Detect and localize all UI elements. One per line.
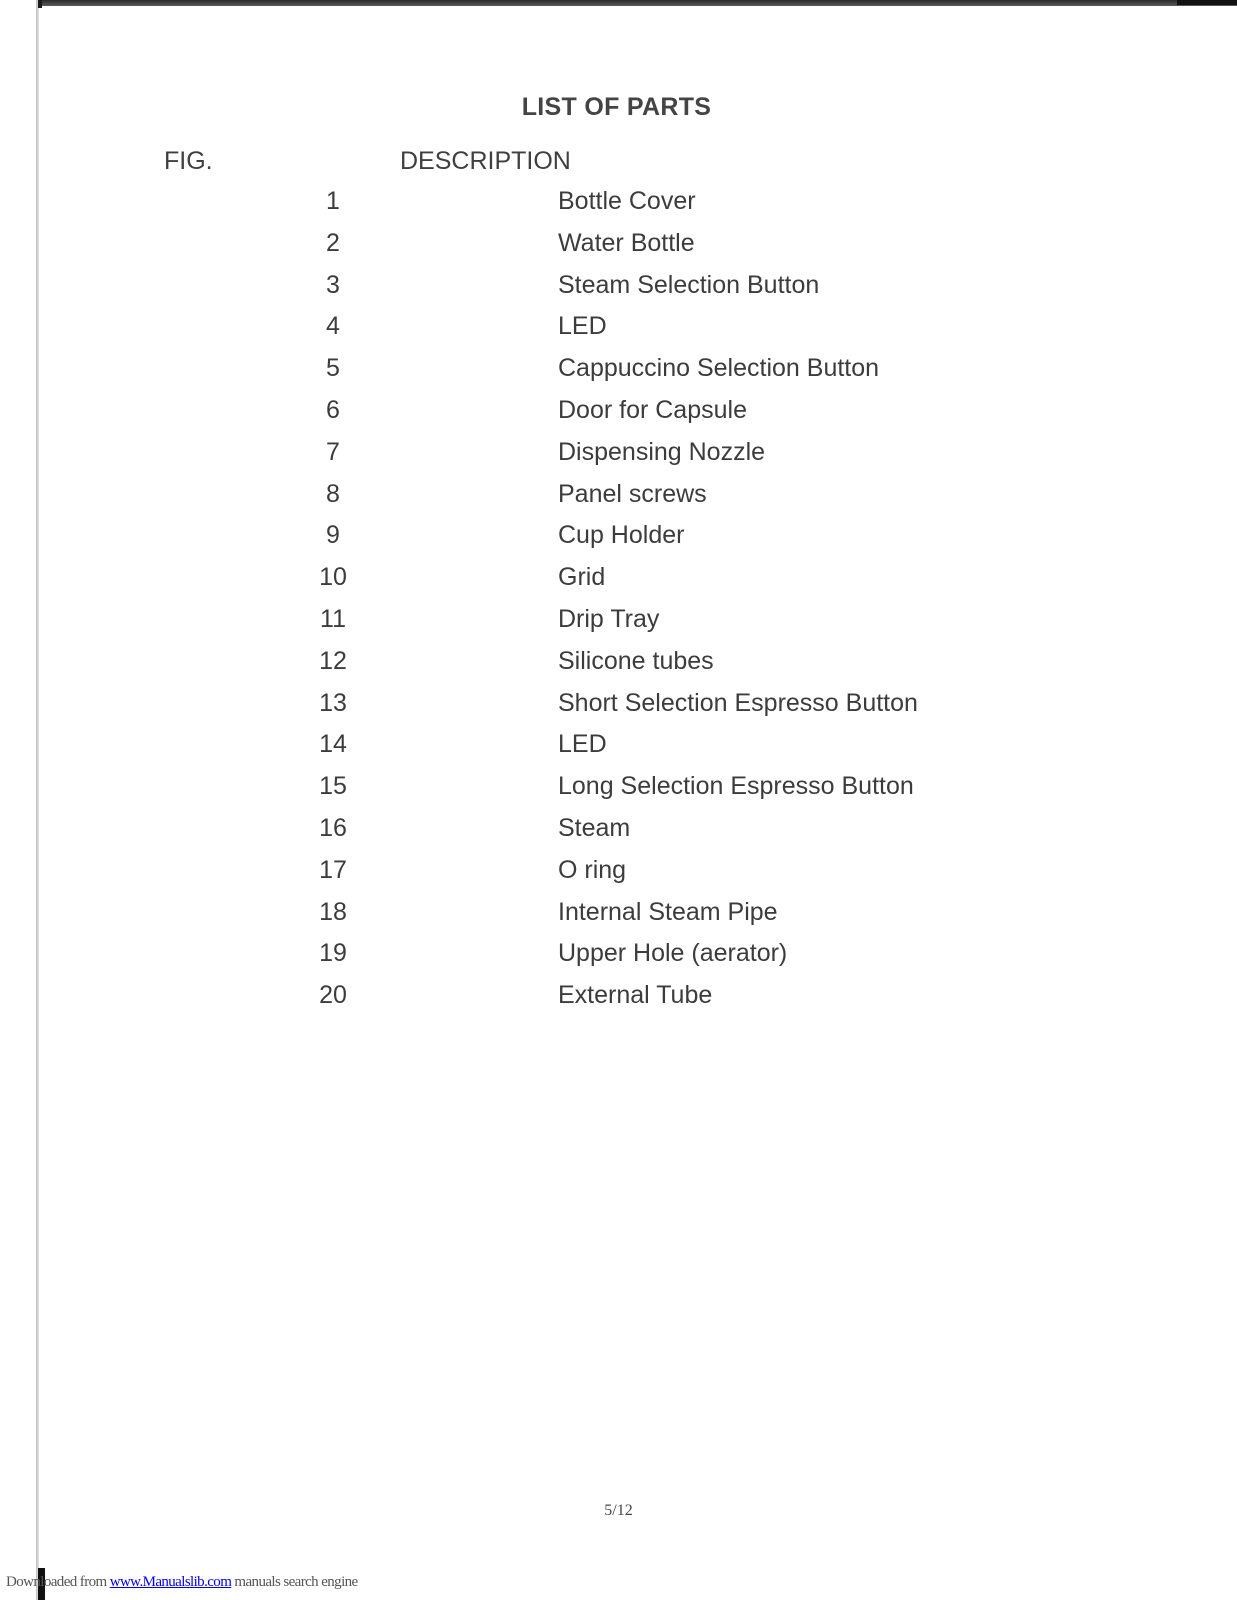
part-fig-number: 6	[326, 395, 340, 424]
table-row	[0, 605, 1237, 647]
download-footer	[6, 1574, 358, 1591]
part-fig-number: 17	[319, 855, 347, 884]
table-row	[0, 939, 1237, 981]
table-row	[0, 521, 1237, 563]
part-description: Door for Capsule	[558, 395, 747, 424]
table-row	[0, 981, 1237, 1023]
part-description: Long Selection Espresso Button	[558, 772, 914, 801]
table-row	[0, 396, 1237, 438]
table-row	[0, 647, 1237, 689]
table-row	[0, 271, 1237, 313]
table-row	[0, 354, 1237, 396]
page-number: 5/12	[604, 1502, 633, 1519]
table-row	[0, 814, 1237, 856]
table-row	[0, 689, 1237, 731]
part-fig-number: 20	[319, 981, 347, 1010]
part-fig-number: 10	[319, 563, 347, 592]
part-description: Grid	[558, 563, 606, 592]
part-fig-number: 9	[326, 521, 340, 550]
part-fig-number: 8	[326, 479, 340, 508]
table-row	[0, 730, 1237, 772]
part-description: Upper Hole (aerator)	[558, 939, 788, 968]
part-description: Water Bottle	[558, 228, 695, 257]
part-fig-number: 13	[319, 688, 347, 717]
part-description: Bottle Cover	[558, 187, 696, 215]
part-description: LED	[558, 312, 607, 341]
part-fig-number: 16	[319, 813, 347, 842]
part-fig-number: 4	[326, 312, 340, 341]
part-description: Cappuccino Selection Button	[558, 354, 880, 383]
manualslib-link[interactable]: www.Manualslib.com	[109, 1574, 232, 1590]
part-description: Panel screws	[558, 479, 707, 508]
part-description: Silicone tubes	[558, 646, 714, 675]
part-fig-number: 1	[326, 187, 340, 215]
part-description: Internal Steam Pipe	[558, 897, 778, 926]
footer-prefix: Downloaded from	[6, 1574, 110, 1590]
table-row	[0, 187, 1237, 229]
part-fig-number: 19	[319, 939, 347, 968]
part-fig-number: 11	[320, 604, 346, 633]
table-row	[0, 229, 1237, 271]
part-fig-number: 2	[326, 228, 340, 257]
table-row	[0, 480, 1237, 522]
table-row	[0, 438, 1237, 480]
scan-top-edge	[38, 0, 1237, 6]
part-fig-number: 3	[326, 270, 340, 299]
part-description: Steam Selection Button	[558, 270, 820, 299]
page-title: LIST OF PARTS	[521, 93, 712, 121]
scan-left-edge-corner	[38, 0, 42, 8]
part-fig-number: 18	[319, 897, 347, 926]
part-description: Dispensing Nozzle	[558, 437, 766, 466]
part-fig-number: 5	[326, 354, 340, 383]
part-description: Steam	[558, 813, 631, 842]
part-description: Drip Tray	[558, 604, 660, 633]
table-row	[0, 563, 1237, 605]
part-fig-number: 14	[319, 730, 347, 759]
part-description: O ring	[558, 855, 627, 884]
parts-list	[0, 187, 1237, 1023]
table-row	[0, 772, 1237, 814]
table-row	[0, 312, 1237, 354]
part-description: LED	[558, 730, 607, 759]
column-header-fig: FIG.	[164, 147, 213, 175]
footer-suffix: manuals search engine	[231, 1574, 358, 1590]
part-fig-number: 12	[319, 646, 347, 675]
scan-top-edge-corner	[1177, 0, 1237, 5]
part-fig-number: 7	[326, 437, 340, 466]
part-description: External Tube	[558, 981, 713, 1010]
part-fig-number: 15	[319, 772, 347, 801]
column-header-description: DESCRIPTION	[400, 147, 571, 175]
table-row	[0, 856, 1237, 898]
part-description: Cup Holder	[558, 521, 685, 550]
table-row	[0, 898, 1237, 940]
part-description: Short Selection Espresso Button	[558, 688, 918, 717]
